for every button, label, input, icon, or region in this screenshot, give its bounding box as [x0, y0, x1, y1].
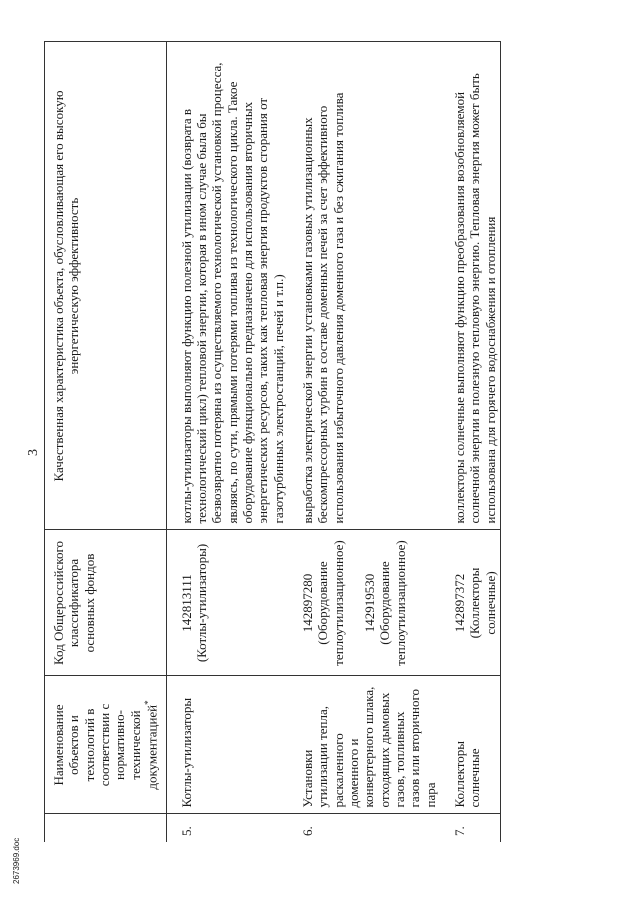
- okof-label: (Котлы-утилизаторы): [193, 543, 209, 663]
- row-description: котлы-утилизаторы выполняют функцию полезной утилизации (возврата в технологический цикл) тепловой энергии, которая в ином случае была бы безвозвратно потеряна из осуществляемого технологической установкой процесса, являясь, по сути, прямыми потерями топлива из технологического цикла. Такое оборудование функционально предназначено для использования вторичных энергетических ресурсов, таких как тепловая энергия продуктов сгорания от газотурбинных электростанций, печей и т.п.): [166, 42, 288, 530]
- row-code: [288, 530, 440, 676]
- efficiency-table: [44, 42, 501, 843]
- header-description: Качественная характеристика объекта, обусловливающая его высокую энергетическую эффективность: [45, 42, 167, 530]
- row-description: выработка электрической энергии установками газовых утилизационных бескомпрессорных турбин в составе доменных печей за счет эффективного использования избыточного давления доменного газа и без сжигания топлива: [288, 42, 440, 530]
- row-name: Установки утилизации тепла, раскаленного доменного и конвертерного шлака, отходящих дымовых газов, топливных газов или вторичного пара: [288, 676, 440, 814]
- row-description: коллекторы солнечные выполняют функцию преобразования возобновляемой солнечной энергии в полезную тепловую энергию. Тепловая энергия может быть использована для горячего водоснабжения и отопления: [440, 42, 500, 530]
- row-number: 7.: [440, 814, 500, 842]
- row-name: Котлы-утилизаторы: [166, 676, 288, 814]
- page-number: 3: [26, 449, 41, 456]
- okof-code: 142919530: [361, 573, 377, 633]
- footnote-mark: *: [142, 700, 153, 705]
- row-number: 6.: [288, 814, 440, 842]
- table-row: [166, 42, 288, 842]
- rotated-page: [20, 20, 620, 880]
- okof-label: (Коллекторы солнечные): [467, 567, 498, 639]
- okof-label: (Оборудование теплоутилизационное): [377, 540, 408, 666]
- okof-code: 142897372: [451, 573, 467, 633]
- table-header-row: [45, 42, 167, 842]
- header-name: Наименование объектов и технологий в соответствии с нормативно-технической документацией*: [45, 676, 167, 814]
- row-name: Коллекторы солнечные: [440, 676, 500, 814]
- table-row: [440, 42, 500, 842]
- row-code: [440, 530, 500, 676]
- okof-code: 142897280: [299, 573, 315, 633]
- row-number: 5.: [166, 814, 288, 842]
- okof-label: (Оборудование теплоутилизационное): [315, 540, 346, 666]
- header-number: [45, 814, 167, 842]
- row-code: [166, 530, 288, 676]
- footer-doc-name: 2673969.doc: [12, 837, 21, 884]
- okof-code: 142813111: [178, 574, 194, 632]
- header-code: Код Общероссийского классификатора основных фондов: [45, 530, 167, 676]
- table-row: [288, 42, 440, 842]
